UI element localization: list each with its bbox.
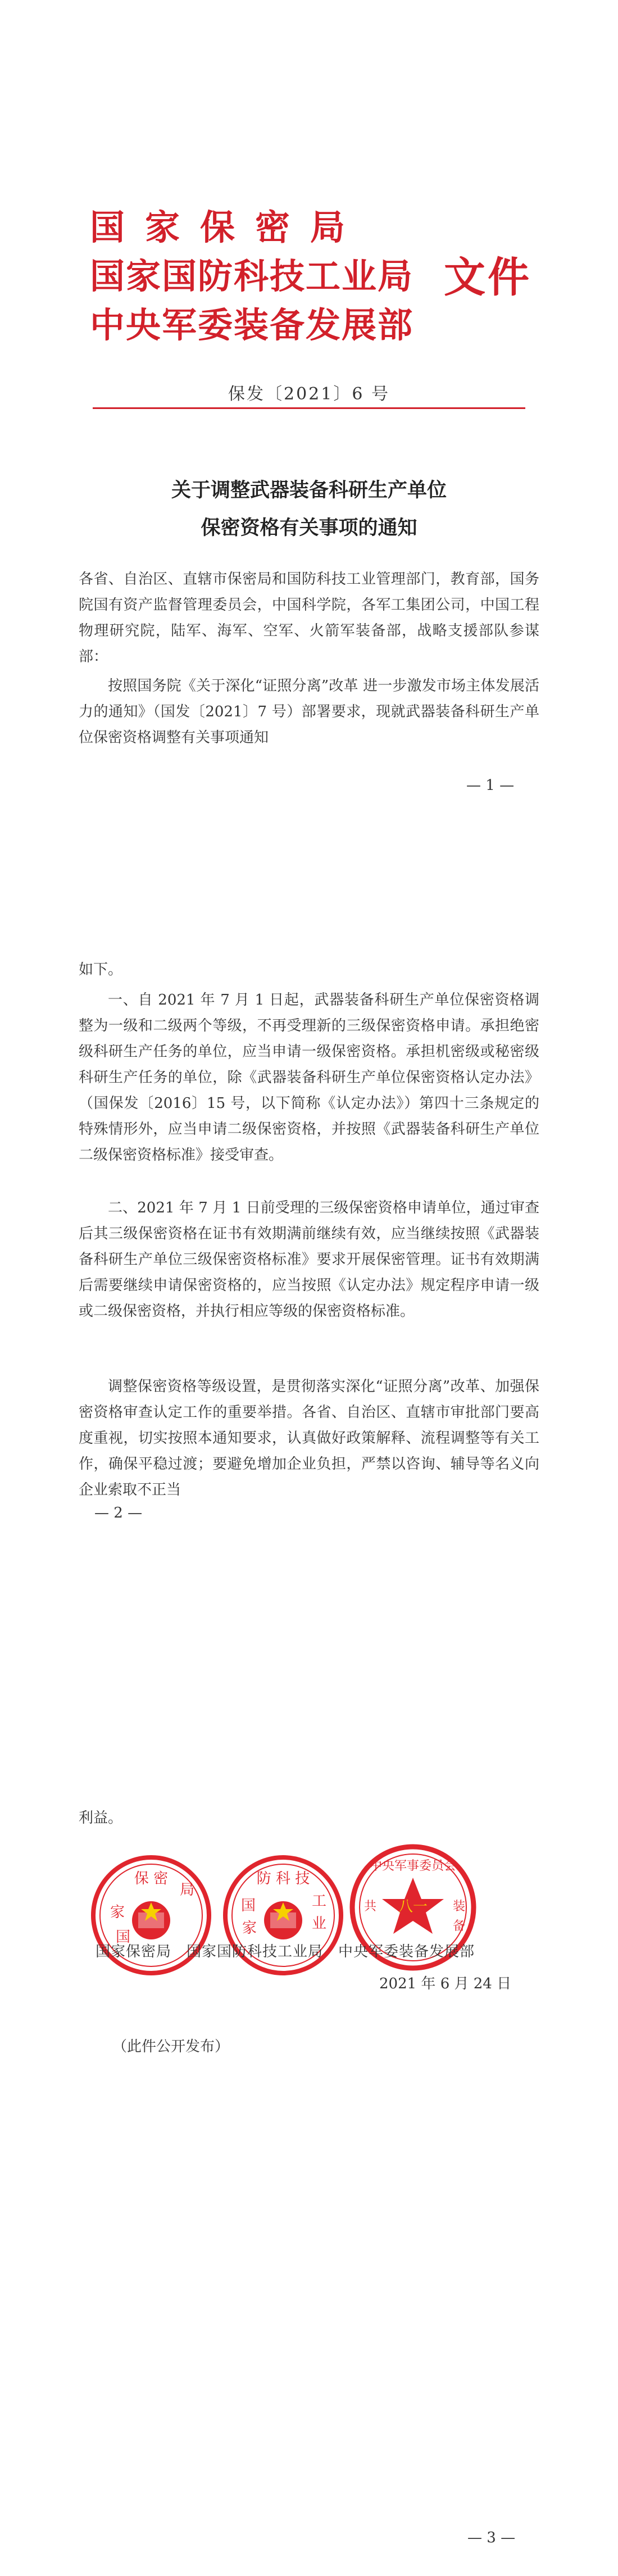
document-number: 保发〔2021〕6 号 xyxy=(228,384,390,404)
issue-date: 2021 年 6 月 24 日 xyxy=(379,1975,512,1992)
svg-text:国: 国 xyxy=(241,1897,256,1914)
page-number-1: — 1 — xyxy=(466,777,515,794)
svg-text:业: 业 xyxy=(312,1915,327,1932)
svg-text:国: 国 xyxy=(116,1929,131,1946)
continuation-text: 如下。 xyxy=(79,961,123,978)
paragraph-2: 二、2021 年 7 月 1 日前受理的三级保密资格申请单位，通过审查后其三级保密资格在证书有效期满前继续有效，应当继续按照《武器装备科研生产单位三级保密资格标准》要求开展保密管理。证书有效期满后需要继续申请保密资格的，应当按照《认定办法》规定程序申请一级或二级保密资格，并执行相应等级的保密资格标准。 xyxy=(79,1200,539,1320)
document-word: 文件 xyxy=(444,253,531,302)
page-number-2: — 2 — xyxy=(94,1505,143,1521)
svg-text:中央军事委员会: 中央军事委员会 xyxy=(369,1859,457,1873)
intro-paragraph: 按照国务院《关于深化“证照分离”改革 进一步激发市场主体发展活力的通知》（国发〔2021〕7 号）部署要求，现就武器装备科研生产单位保密资格调整有关事项通知 xyxy=(79,678,539,746)
svg-text:备: 备 xyxy=(453,1919,466,1933)
svg-text:家: 家 xyxy=(110,1904,125,1921)
publication-note: （此件公开发布） xyxy=(112,2038,230,2055)
document-title-line1: 关于调整武器装备科研生产单位 xyxy=(171,479,447,502)
svg-text:防 科 技: 防 科 技 xyxy=(256,1870,310,1887)
addressees: 各省、自治区、直辖市保密局和国防科技工业管理部门，教育部，国务院国有资产监督管理委员会，中国科学院，各军工集团公司，中国工程物理研究院，陆军、海军、空军、火箭军装备部，战略支援部队参谋部： xyxy=(79,571,539,665)
org-name-baomiju: 国家保密局 xyxy=(90,207,366,248)
paragraph-3: 调整保密资格等级设置，是贯彻落实深化“证照分离”改革、加强保密资格审查认定工作的重要举措。各省、自治区、直辖市审批部门要高度重视，切实按照本通知要求，认真做好政策解释、流程调整等有关工作，确保平稳过渡；要避免增加企业负担，严禁以咨询、辅导等名义向企业索取不正当 xyxy=(79,1378,539,1498)
svg-text:八一: 八一 xyxy=(398,1898,428,1915)
page-number-3: — 3 — xyxy=(467,2529,516,2546)
svg-text:局: 局 xyxy=(180,1882,195,1898)
org-name-junwei: 中央军委装备发展部 xyxy=(90,305,414,346)
svg-text:家: 家 xyxy=(242,1920,257,1937)
svg-text:共: 共 xyxy=(364,1900,377,1914)
svg-text:保 密: 保 密 xyxy=(134,1870,169,1887)
paragraph-1: 一、自 2021 年 7 月 1 日起，武器装备科研生产单位保密资格调整为一级和二级两个等级，不再受理新的三级保密资格申请。承担绝密级科研生产任务的单位，应当申请一级保密资格。承担机密级或秘密级科研生产任务的单位，除《武器装备科研生产单位保密资格认定办法》（国保发〔2016〕15 号，以下简称《认定办法》）第四十三条规定的特殊情形外，应当申请二级保密资格，并按照《武器装备科研生产单位二级保密资格标准》接受审查。 xyxy=(79,992,539,1164)
red-divider xyxy=(93,407,525,409)
svg-text:工: 工 xyxy=(312,1893,327,1910)
continuation-text: 利益。 xyxy=(79,1810,123,1827)
document-title-line2: 保密资格有关事项的通知 xyxy=(201,516,417,539)
signatories: 国家保密局 国家国防科技工业局 中央军委装备发展部 xyxy=(96,1943,475,1960)
org-name-guofang: 国家国防科技工业局 xyxy=(90,256,414,297)
svg-text:装: 装 xyxy=(453,1900,466,1914)
